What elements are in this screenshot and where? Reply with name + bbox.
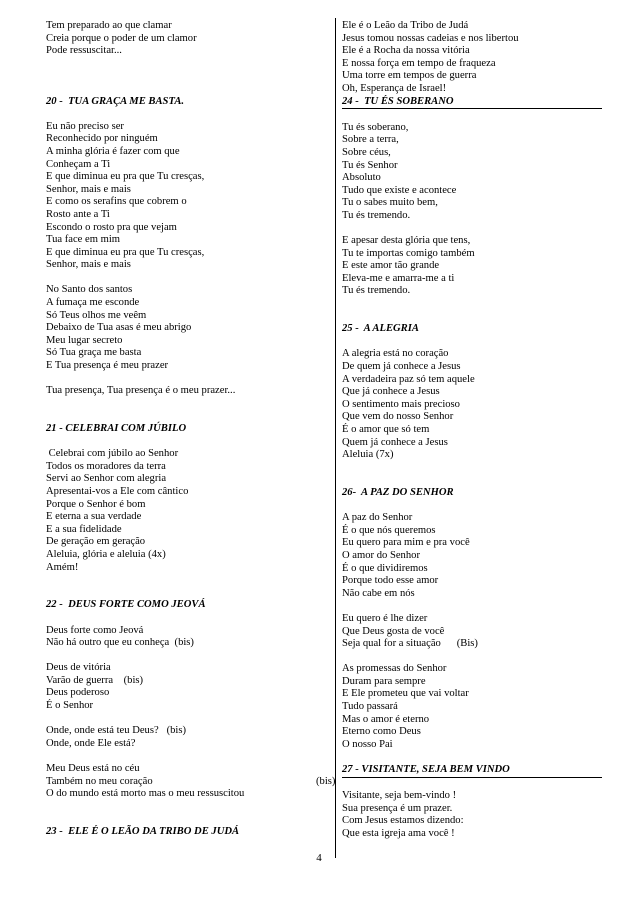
lyric-line: Sobre céus, [342,146,391,158]
lyric-line: O do mundo está morto mas o meu ressuscitou [46,788,245,800]
lyric-line: Só Teus olhos me veêm [46,309,147,321]
right-column [342,20,602,841]
song-title: 25 - A ALEGRIA [342,323,419,335]
lyric-line: Oh, Esperança de Israel! [342,82,447,94]
lyric-line: Eleva-me e amarra-me a ti [342,272,455,284]
lyric-line: Eu não preciso ser [46,120,124,132]
lyric-line: Tu és tremendo. [342,285,411,297]
blank-line [46,398,326,411]
blank-line [46,410,326,423]
lyric-line: Servi ao Senhor com alegria [46,473,167,485]
blank-line [46,801,326,814]
lyric-line: A verdadeira paz só tem aquele [342,373,475,385]
lyric-line: Não há outro que eu conheça (bis) [46,637,194,649]
lyric-line: Tudo que existe e acontece [342,184,457,196]
lyric-line: Tu te importas comigo também [342,247,475,259]
lyric-line: Tu és soberano, [342,121,409,133]
lyric-line: É o que dividiremos [342,562,428,574]
lyric-line: A alegria está no coração [342,348,449,360]
lyric-line: E este amor tão grande [342,260,440,272]
lyric-line: Pode ressuscitar... [46,45,122,57]
lyric-line: Reconhecido por ninguém [46,133,158,145]
blank-line [342,298,602,311]
lyric-line: Tudo passará [342,701,398,713]
lyric-line: Quem já conhece a Jesus [342,436,448,448]
lyric-line: E que diminua eu pra que Tu cresças, [46,246,205,258]
song-title: 21 - CELEBRAI COM JÚBILO [46,423,187,434]
lyric-line: Onde, onde está teu Deus? (bis) [46,725,187,737]
blank-line [46,813,326,826]
left-column [46,20,336,839]
lyric-line: Mas o amor é eterno [342,713,430,725]
lyric-line: Apresentai-vos a Ele com cântico [46,485,189,497]
song-title: 24 - TU ÉS SOBERANO [342,96,602,110]
song-title: 27 - VISITANTE, SEJA BEM VINDO [342,764,602,778]
lyric-line: Tu és tremendo. [342,209,411,221]
lyric-line: Creia porque o poder de um clamor [46,32,197,44]
lyric-line: Senhor, mais e mais [46,183,131,195]
lyric-line: Duram para sempre [342,675,426,687]
lyric-line: Ele é a Rocha da nossa vitória [342,45,470,57]
blank-line [46,83,326,96]
blank-line [46,272,326,285]
lyric-line: Não cabe em nós [342,587,415,599]
lyric-line: E Tua presença é meu prazer [46,360,169,372]
song-title: 23 - ELE É O LEÃO DA TRIBO DE JUDÁ [46,826,240,837]
blank-line [342,336,602,349]
lyric-line: No Santo dos santos [46,284,133,296]
lyric-line: Deus de vitória [46,662,111,674]
lyric-line: Ele é o Leão da Tribo de Judá [342,20,469,31]
blank-line [46,58,326,71]
lyric-line: Com Jesus estamos dizendo: [342,815,464,827]
lyric-line: Tem preparado ao que clamar [46,20,172,31]
lyric-line: Que Deus gosta de você [342,625,445,637]
blank-line [46,70,326,83]
lyric-line: As promessas do Senhor [342,663,447,675]
lyric-line: De quem já conhece a Jesus [342,361,461,373]
lyric-line: Só Tua graça me basta [46,347,142,359]
lyric-line: Tua face em mim [46,234,121,246]
lyric-line: Sobre a terra, [342,134,399,146]
lyric-line: Eu quero é lhe dizer [342,612,428,624]
lyric-line: E apesar desta glória que tens, [342,235,471,247]
lyric-line: A fumaça me esconde [46,297,140,309]
lyric-line: Que vem do nosso Senhor [342,411,454,423]
lyric-line: O sentimento mais precioso [342,398,460,410]
lyric-line: Rosto ante a Ti [46,208,110,220]
song-title: 26- A PAZ DO SENHOR [342,486,454,498]
blank-line [342,600,602,613]
lyric-line: Visitante, seja bem-vindo ! [342,790,457,802]
lyric-line: Porque o Senhor é bom [46,498,146,510]
blank-line [46,108,326,121]
blank-line [342,500,602,513]
lyric-line: Tu és Senhor [342,159,398,171]
lyric-line: Deus forte como Jeová [46,624,144,636]
lyric-line: Que já conhece a Jesus [342,386,440,398]
lyric-line: Eu quero para mim e pra você [342,537,470,549]
blank-line [46,750,326,763]
blank-line [46,574,326,587]
lyric-line: Amém! [46,561,79,573]
lyric-line: Meu Deus está no céu [46,763,140,775]
lyric-line: E a sua fidelidade [46,523,122,535]
lyric-line: De geração em geração [46,536,146,548]
lyric-line: E Ele prometeu que vai voltar [342,688,469,700]
lyric-line: Varão de guerra (bis) [46,674,144,686]
blank-line [46,373,326,386]
lyric-line: O amor do Senhor [342,549,420,561]
lyric-line: Também no meu coração (bis) [46,775,336,787]
lyric-line: A minha glória é fazer com que [46,145,180,157]
page-number: 4 [316,852,322,864]
lyric-line: É o Senhor [46,700,94,712]
lyric-line: Celebrai com júbilo ao Senhor [46,448,179,460]
song-title: 22 - DEUS FORTE COMO JEOVÁ [46,599,206,611]
lyric-line: Jesus tomou nossas cadeias e nos libertou [342,32,519,44]
repeat-tag: (bis) [316,775,336,787]
blank-line [342,462,602,475]
lyric-line: Seja qual for a situação (Bis) [342,638,478,650]
lyric-line: E que diminua eu pra que Tu cresças, [46,171,205,183]
lyric-line: Porque todo esse amor [342,575,439,587]
blank-line [46,650,326,663]
lyric-line: Aleluia, glória e aleluia (4x) [46,548,166,560]
lyric-line: Onde, onde Ele está? [46,737,136,749]
lyric-line: Uma torre em tempos de guerra [342,70,477,82]
blank-line [46,713,326,726]
blank-line [342,223,602,236]
lyric-line: E nossa força em tempo de fraqueza [342,57,496,69]
blank-line [46,436,326,449]
lyric-line: Todos os moradores da terra [46,460,166,472]
lyric-line: Meu lugar secreto [46,334,123,346]
lyric-line: Aleluia (7x) [342,449,394,461]
lyric-line: Absoluto [342,172,381,184]
lyric-line: Senhor, mais e mais [46,259,131,271]
lyric-line: A paz do Senhor [342,512,413,524]
lyric-line: E eterna a sua verdade [46,511,142,523]
column-divider [335,18,336,858]
blank-line [342,651,602,664]
song-title: 20 - TUA GRAÇA ME BASTA. [46,95,185,107]
blank-line [46,587,326,600]
blank-line [342,751,602,764]
lyric-line: Eterno como Deus [342,726,421,738]
lyric-line: É o que nós queremos [342,524,436,536]
blank-line [342,311,602,324]
blank-line [342,474,602,487]
lyric-line: Deus poderoso [46,687,110,699]
lyric-line: Que esta igreja ama você ! [342,828,455,839]
blank-line [46,612,326,625]
lyric-line: Escondo o rosto pra que vejam [46,221,177,233]
lyric-line: Debaixo de Tua asas é meu abrigo [46,322,192,334]
blank-line [342,778,602,791]
lyric-line: O nosso Pai [342,738,393,750]
lyric-line: Tu o sabes muito bem, [342,197,438,209]
lyric-line: Sua presença é um prazer. [342,802,453,814]
lyric-line: E como os serafins que cobrem o [46,196,187,208]
lyric-line: Tua presença, Tua presença é o meu prazer... [46,385,236,397]
lyric-line: Conheçam a Ti [46,158,111,170]
blank-line [342,109,602,122]
lyric-line: É o amor que só tem [342,424,430,435]
